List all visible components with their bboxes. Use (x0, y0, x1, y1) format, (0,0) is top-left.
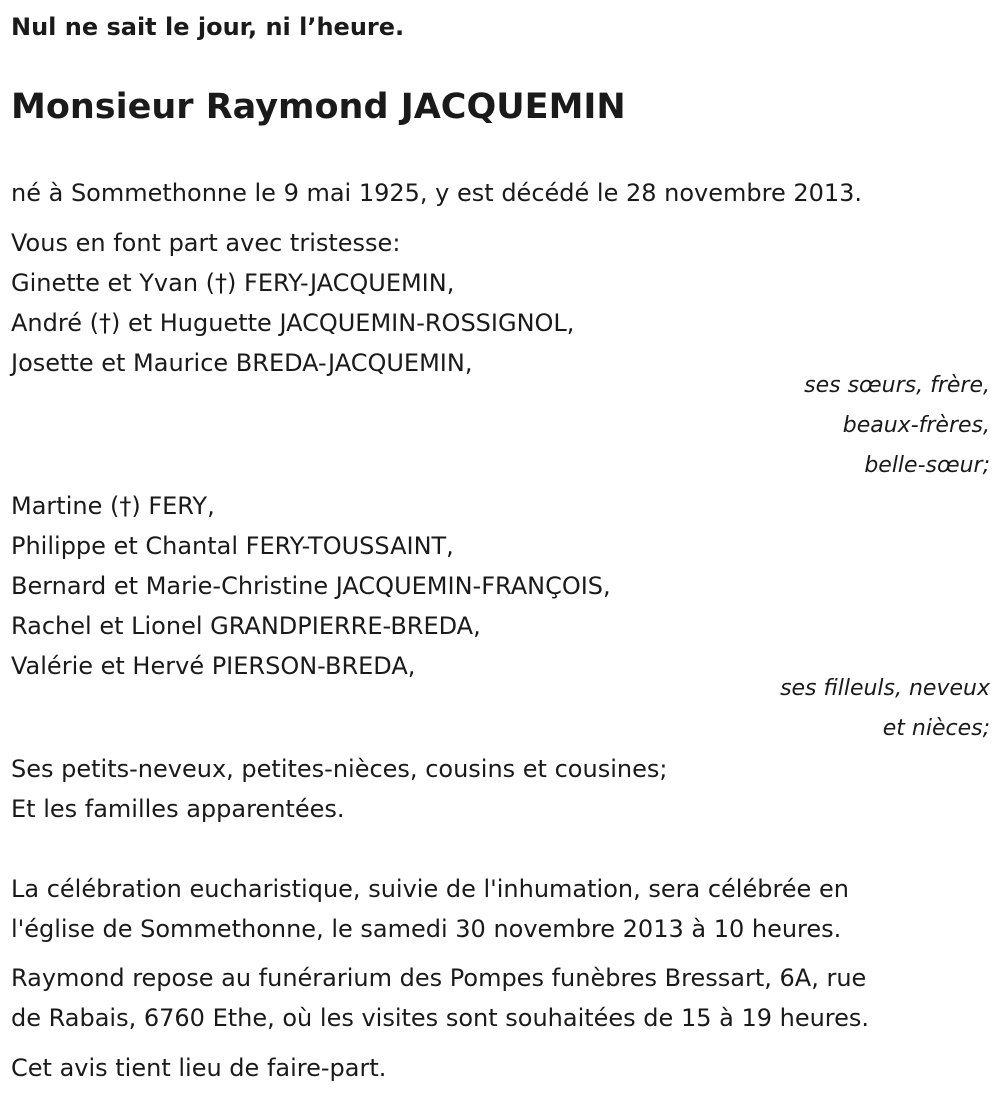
godchildren-relation (11, 669, 990, 749)
godchildren-list (11, 486, 990, 686)
sibling-entry: Josette et Maurice BREDA-JACQUEMIN, (11, 349, 473, 377)
other-relatives (11, 749, 990, 829)
ceremony-line: La célébration eucharistique, suivie de l'inhumation, sera célébrée en (11, 875, 849, 903)
relation-label: belle-sœur; (864, 453, 990, 478)
closing-text: Cet avis tient lieu de faire-part. (11, 1054, 387, 1082)
ceremony-line: l'église de Sommethonne, le samedi 30 novembre 2013 à 10 heures. (11, 915, 842, 943)
sibling-entry: André (†) et Huguette JACQUEMIN-ROSSIGNOL, (11, 309, 575, 337)
deceased-name-title: Monsieur Raymond JACQUEMIN (11, 87, 626, 127)
relation-label: beaux-frères, (842, 413, 990, 438)
godchild-entry: Bernard et Marie-Christine JACQUEMIN-FRANÇOIS, (11, 572, 611, 600)
relative-entry: Ses petits-neveux, petites-nièces, cousins et cousines; (11, 755, 668, 783)
sibling-entry: Ginette et Yvan (†) FERY-JACQUEMIN, (11, 269, 455, 297)
visitation-paragraph (11, 958, 990, 1038)
godchild-entry: Valérie et Hervé PIERSON-BREDA, (11, 652, 416, 680)
visitation-line: Raymond repose au funérarium des Pompes funèbres Bressart, 6A, rue (11, 964, 867, 992)
birth-death-line (11, 173, 990, 213)
siblings-relation (11, 366, 990, 486)
family-announcement (11, 223, 990, 383)
visitation-line: de Rabais, 6760 Ethe, où les visites sont souhaitées de 15 à 19 heures. (11, 1004, 870, 1032)
relation-label: ses filleuls, neveux (780, 676, 990, 701)
godchild-entry: Philippe et Chantal FERY-TOUSSAINT, (11, 532, 454, 560)
motto-heading: Nul ne sait le jour, ni l’heure. (11, 13, 405, 41)
intro-text: Vous en font part avec tristesse: (11, 229, 401, 257)
godchild-entry: Martine (†) FERY, (11, 492, 215, 520)
godchild-entry: Rachel et Lionel GRANDPIERRE-BREDA, (11, 612, 481, 640)
relation-label: ses sœurs, frère, (804, 373, 990, 398)
birth-death-text: né à Sommethonne le 9 mai 1925, y est décédé le 28 novembre 2013. (11, 179, 863, 207)
relative-entry: Et les familles apparentées. (11, 795, 345, 823)
closing-paragraph (11, 1048, 990, 1088)
ceremony-paragraph (11, 869, 990, 949)
relation-label: et nièces; (882, 716, 990, 741)
